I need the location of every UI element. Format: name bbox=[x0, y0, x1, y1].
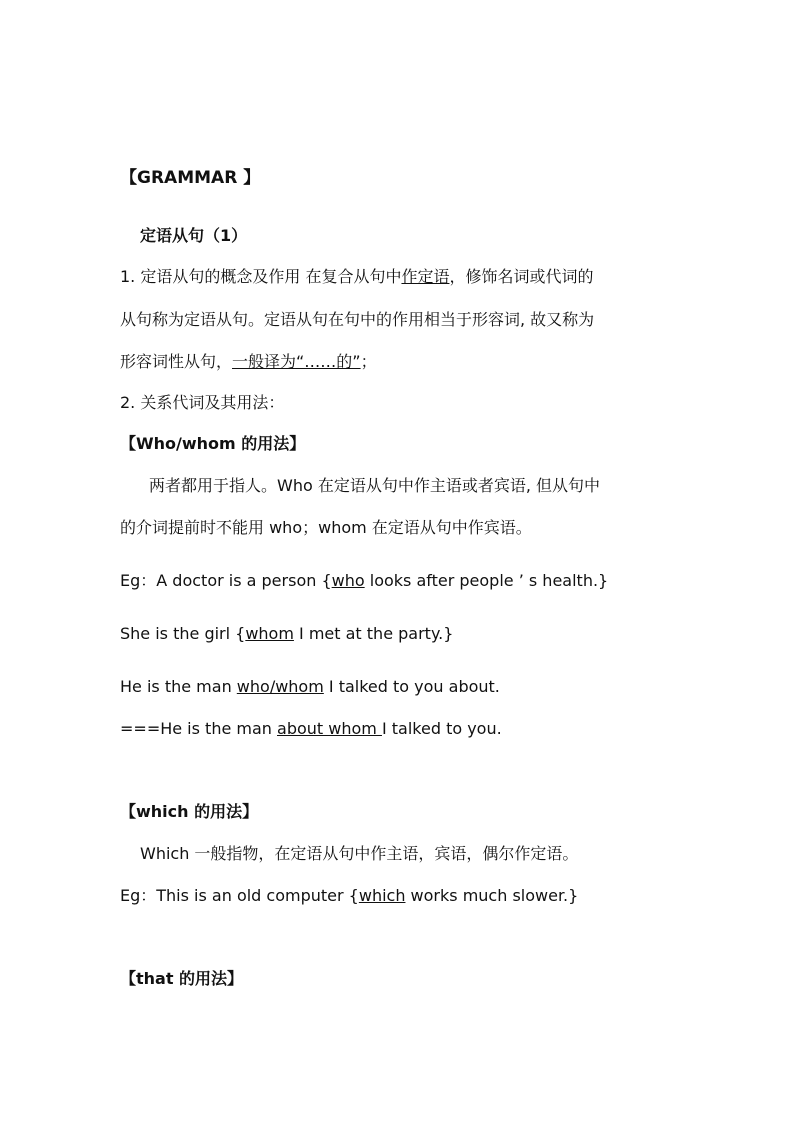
which-text: Which 一般指物，在定语从句中作主语，宾语，偶尔作定语。 bbox=[140, 844, 579, 863]
text: I met at the party.} bbox=[293, 624, 454, 643]
text: works much slower.} bbox=[405, 886, 579, 905]
who-whom-heading: 【Who/whom 的用法】 bbox=[120, 434, 306, 453]
underlined-text: who bbox=[331, 571, 365, 590]
text: 1. 定语从句的概念及作用 在复合从句中 bbox=[120, 267, 402, 286]
underlined-text: which bbox=[358, 886, 406, 905]
example-5 bbox=[120, 886, 578, 906]
text: 形容词性从句， bbox=[120, 352, 233, 371]
text: ===He is the man bbox=[120, 719, 278, 738]
underlined-text: who/whom bbox=[236, 677, 324, 696]
text: I talked to you about. bbox=[323, 677, 500, 696]
text: Eg：A doctor is a person { bbox=[120, 571, 332, 590]
example-2 bbox=[120, 624, 453, 644]
definition-line-1 bbox=[120, 267, 593, 287]
section-title: 定语从句（1） bbox=[140, 226, 248, 245]
definition-line-2: 从句称为定语从句。定语从句在句中的作用相当于形容词, 故又称为 bbox=[120, 310, 595, 329]
example-4 bbox=[120, 719, 502, 739]
definition-line-3 bbox=[120, 352, 377, 372]
example-1 bbox=[120, 571, 608, 591]
text: ； bbox=[360, 352, 377, 371]
underlined-text: whom bbox=[245, 624, 294, 643]
grammar-heading: 【GRAMMAR 】 bbox=[120, 168, 261, 188]
text: looks after people ’ s health.} bbox=[364, 571, 609, 590]
underlined-text: 一般译为“……的” bbox=[232, 352, 361, 371]
example-3 bbox=[120, 677, 500, 697]
text: I talked to you. bbox=[381, 719, 502, 738]
text: Eg：This is an old computer { bbox=[120, 886, 359, 905]
who-text-line-2: 的介词提前时不能用 who；whom 在定语从句中作宾语。 bbox=[120, 518, 532, 537]
underlined-text: about whom bbox=[277, 719, 382, 738]
which-heading: 【which 的用法】 bbox=[120, 802, 259, 821]
relative-pronouns-line: 2. 关系代词及其用法： bbox=[120, 393, 285, 412]
that-heading: 【that 的用法】 bbox=[120, 969, 244, 988]
who-text-line-1: 两者都用于指人。Who 在定语从句中作主语或者宾语, 但从句中 bbox=[149, 476, 601, 495]
underlined-text: 作定语 bbox=[401, 267, 450, 286]
text: ，修饰名词或代词的 bbox=[449, 267, 594, 286]
text: He is the man bbox=[120, 677, 237, 696]
text: She is the girl { bbox=[120, 624, 246, 643]
